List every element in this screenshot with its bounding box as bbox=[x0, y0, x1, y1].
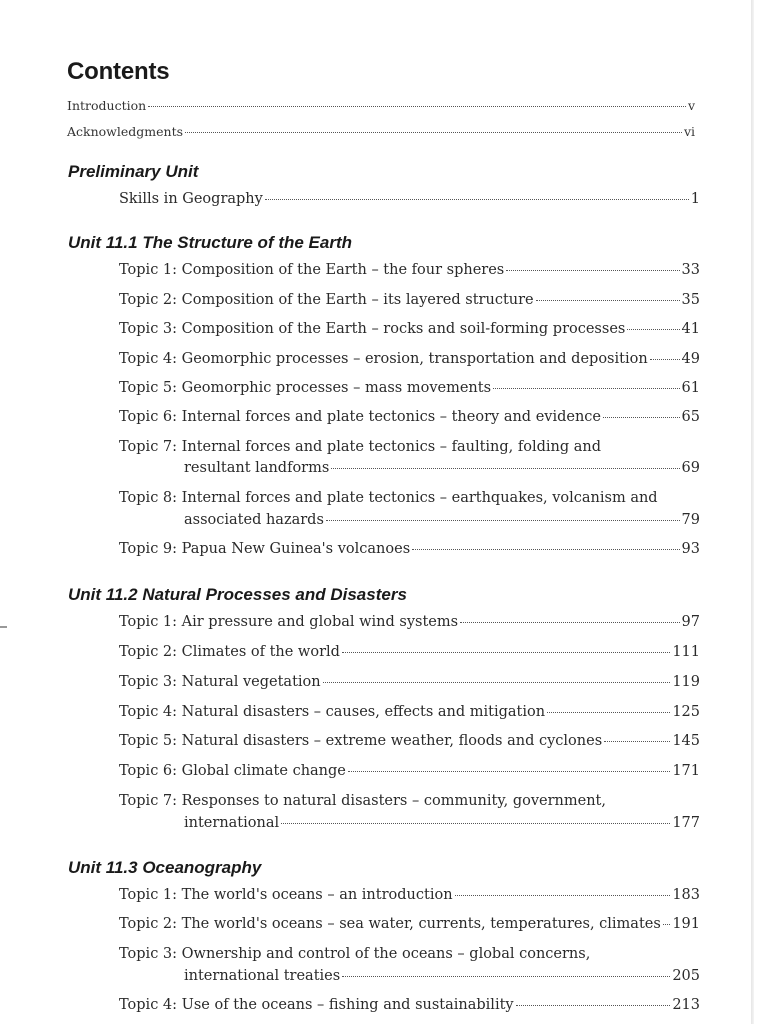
toc-entry-introduction[interactable] bbox=[67, 98, 695, 113]
toc-page-number: 177 bbox=[672, 815, 700, 831]
toc-page-number: v bbox=[687, 98, 695, 113]
toc-entry[interactable] bbox=[184, 815, 700, 831]
toc-entry[interactable] bbox=[119, 321, 700, 337]
toc-page-number: 79 bbox=[681, 512, 700, 528]
toc-entry-label: Topic 2: Climates of the world bbox=[119, 644, 340, 660]
toc-page-number: 35 bbox=[681, 292, 700, 308]
section-heading-unit-11-2: Unit 11.2 Natural Processes and Disasters bbox=[68, 585, 407, 604]
toc-page-number: 61 bbox=[681, 380, 700, 396]
toc-page-number: 205 bbox=[672, 968, 700, 984]
toc-page-number: 69 bbox=[681, 460, 700, 476]
toc-entry[interactable] bbox=[184, 460, 700, 476]
toc-page-number: 125 bbox=[672, 704, 700, 720]
dot-leader bbox=[185, 132, 682, 133]
toc-page-number: vi bbox=[683, 124, 695, 139]
dot-leader bbox=[412, 549, 679, 550]
toc-entry-first-line[interactable]: Topic 7: Responses to natural disasters – community, government, bbox=[119, 793, 606, 809]
toc-entry-label: Topic 6: Internal forces and plate tectonics – theory and evidence bbox=[119, 409, 602, 425]
toc-page-number: 33 bbox=[681, 262, 700, 278]
toc-entry-label: Topic 5: Natural disasters – extreme weather, floods and cyclones bbox=[119, 733, 603, 749]
dot-leader bbox=[323, 682, 671, 683]
toc-entry[interactable] bbox=[119, 704, 700, 720]
toc-entry-label: Introduction bbox=[67, 98, 147, 113]
toc-entry-label: international bbox=[184, 815, 280, 831]
margin-mark bbox=[0, 626, 7, 628]
toc-entry[interactable] bbox=[119, 191, 700, 207]
toc-page-number: 65 bbox=[681, 409, 700, 425]
toc-page-number: 41 bbox=[681, 321, 700, 337]
toc-entry[interactable] bbox=[119, 997, 700, 1013]
dot-leader bbox=[342, 652, 670, 653]
toc-entry[interactable] bbox=[119, 262, 700, 278]
toc-entry[interactable] bbox=[119, 733, 700, 749]
dot-leader bbox=[348, 771, 670, 772]
toc-entry-label: Topic 4: Natural disasters – causes, effects and mitigation bbox=[119, 704, 546, 720]
toc-entry-label: Topic 5: Geomorphic processes – mass movements bbox=[119, 380, 492, 396]
toc-entry[interactable] bbox=[184, 512, 700, 528]
toc-entry[interactable] bbox=[119, 351, 700, 367]
dot-leader bbox=[493, 388, 680, 389]
toc-page-number: 93 bbox=[681, 541, 700, 557]
dot-leader bbox=[342, 976, 670, 977]
dot-leader bbox=[265, 199, 689, 200]
toc-entry-label: Topic 1: Composition of the Earth – the four spheres bbox=[119, 262, 505, 278]
section-heading-unit-11-3: Unit 11.3 Oceanography bbox=[68, 858, 262, 877]
toc-page-number: 111 bbox=[672, 644, 700, 660]
dot-leader bbox=[603, 417, 680, 418]
dot-leader bbox=[331, 468, 679, 469]
dot-leader bbox=[604, 741, 670, 742]
toc-entry-acknowledgments[interactable] bbox=[67, 124, 695, 139]
toc-entry-first-line[interactable]: Topic 3: Ownership and control of the oceans – global concerns, bbox=[119, 946, 591, 962]
toc-entry-label: Topic 1: Air pressure and global wind systems bbox=[119, 614, 459, 630]
toc-entry[interactable] bbox=[119, 887, 700, 903]
toc-entry[interactable] bbox=[184, 968, 700, 984]
toc-page-number: 171 bbox=[672, 763, 700, 779]
dot-leader bbox=[326, 520, 680, 521]
dot-leader bbox=[663, 924, 671, 925]
dot-leader bbox=[460, 622, 679, 623]
toc-entry[interactable] bbox=[119, 614, 700, 630]
toc-entry-label: Topic 6: Global climate change bbox=[119, 763, 346, 779]
toc-page-number: 213 bbox=[672, 997, 700, 1013]
dot-leader bbox=[516, 1005, 671, 1006]
dot-leader bbox=[536, 300, 680, 301]
toc-entry[interactable] bbox=[119, 541, 700, 557]
section-heading-preliminary-unit: Preliminary Unit bbox=[68, 162, 199, 181]
toc-entry-label: associated hazards bbox=[184, 512, 324, 528]
page-edge bbox=[751, 0, 754, 1024]
dot-leader bbox=[627, 329, 679, 330]
dot-leader bbox=[506, 270, 679, 271]
toc-page-number: 145 bbox=[672, 733, 700, 749]
toc-entry-label: Topic 3: Composition of the Earth – rocks and soil-forming processes bbox=[119, 321, 626, 337]
toc-page-number: 183 bbox=[672, 887, 700, 903]
dot-leader bbox=[281, 823, 670, 824]
toc-entry[interactable] bbox=[119, 763, 700, 779]
toc-page-number: 97 bbox=[681, 614, 700, 630]
toc-entry-label: resultant landforms bbox=[184, 460, 330, 476]
toc-entry[interactable] bbox=[119, 409, 700, 425]
dot-leader bbox=[547, 712, 670, 713]
toc-page-number: 49 bbox=[681, 351, 700, 367]
dot-leader bbox=[455, 895, 671, 896]
toc-entry[interactable] bbox=[119, 380, 700, 396]
toc-entry[interactable] bbox=[119, 916, 700, 932]
toc-entry[interactable] bbox=[119, 292, 700, 308]
toc-entry[interactable] bbox=[119, 674, 700, 690]
toc-entry-label: Topic 9: Papua New Guinea's volcanoes bbox=[119, 541, 411, 557]
toc-entry-label: Topic 4: Use of the oceans – fishing and sustainability bbox=[119, 997, 514, 1013]
toc-entry-first-line[interactable]: Topic 8: Internal forces and plate tectonics – earthquakes, volcanism and bbox=[119, 490, 658, 506]
toc-entry-label: Topic 2: The world's oceans – sea water, currents, temperatures, climates bbox=[119, 916, 661, 932]
toc-entry-label: international treaties bbox=[184, 968, 341, 984]
toc-entry-first-line[interactable]: Topic 7: Internal forces and plate tectonics – faulting, folding and bbox=[119, 439, 602, 455]
toc-entry-label: Topic 4: Geomorphic processes – erosion, transportation and deposition bbox=[119, 351, 648, 367]
section-heading-unit-11-1: Unit 11.1 The Structure of the Earth bbox=[68, 233, 353, 252]
toc-entry-label: Topic 2: Composition of the Earth – its layered structure bbox=[119, 292, 534, 308]
toc-page-number: 191 bbox=[672, 916, 700, 932]
toc-page-number: 119 bbox=[672, 674, 700, 690]
toc-entry-label: Topic 1: The world's oceans – an introduction bbox=[119, 887, 453, 903]
toc-entry-label: Skills in Geography bbox=[119, 191, 263, 207]
page-title: Contents bbox=[67, 58, 170, 85]
toc-entry-label: Acknowledgments bbox=[67, 124, 184, 139]
dot-leader bbox=[650, 359, 680, 360]
dot-leader bbox=[148, 106, 686, 107]
toc-entry-label: Topic 3: Natural vegetation bbox=[119, 674, 321, 690]
toc-entry[interactable] bbox=[119, 644, 700, 660]
toc-page-number: 1 bbox=[690, 191, 700, 207]
